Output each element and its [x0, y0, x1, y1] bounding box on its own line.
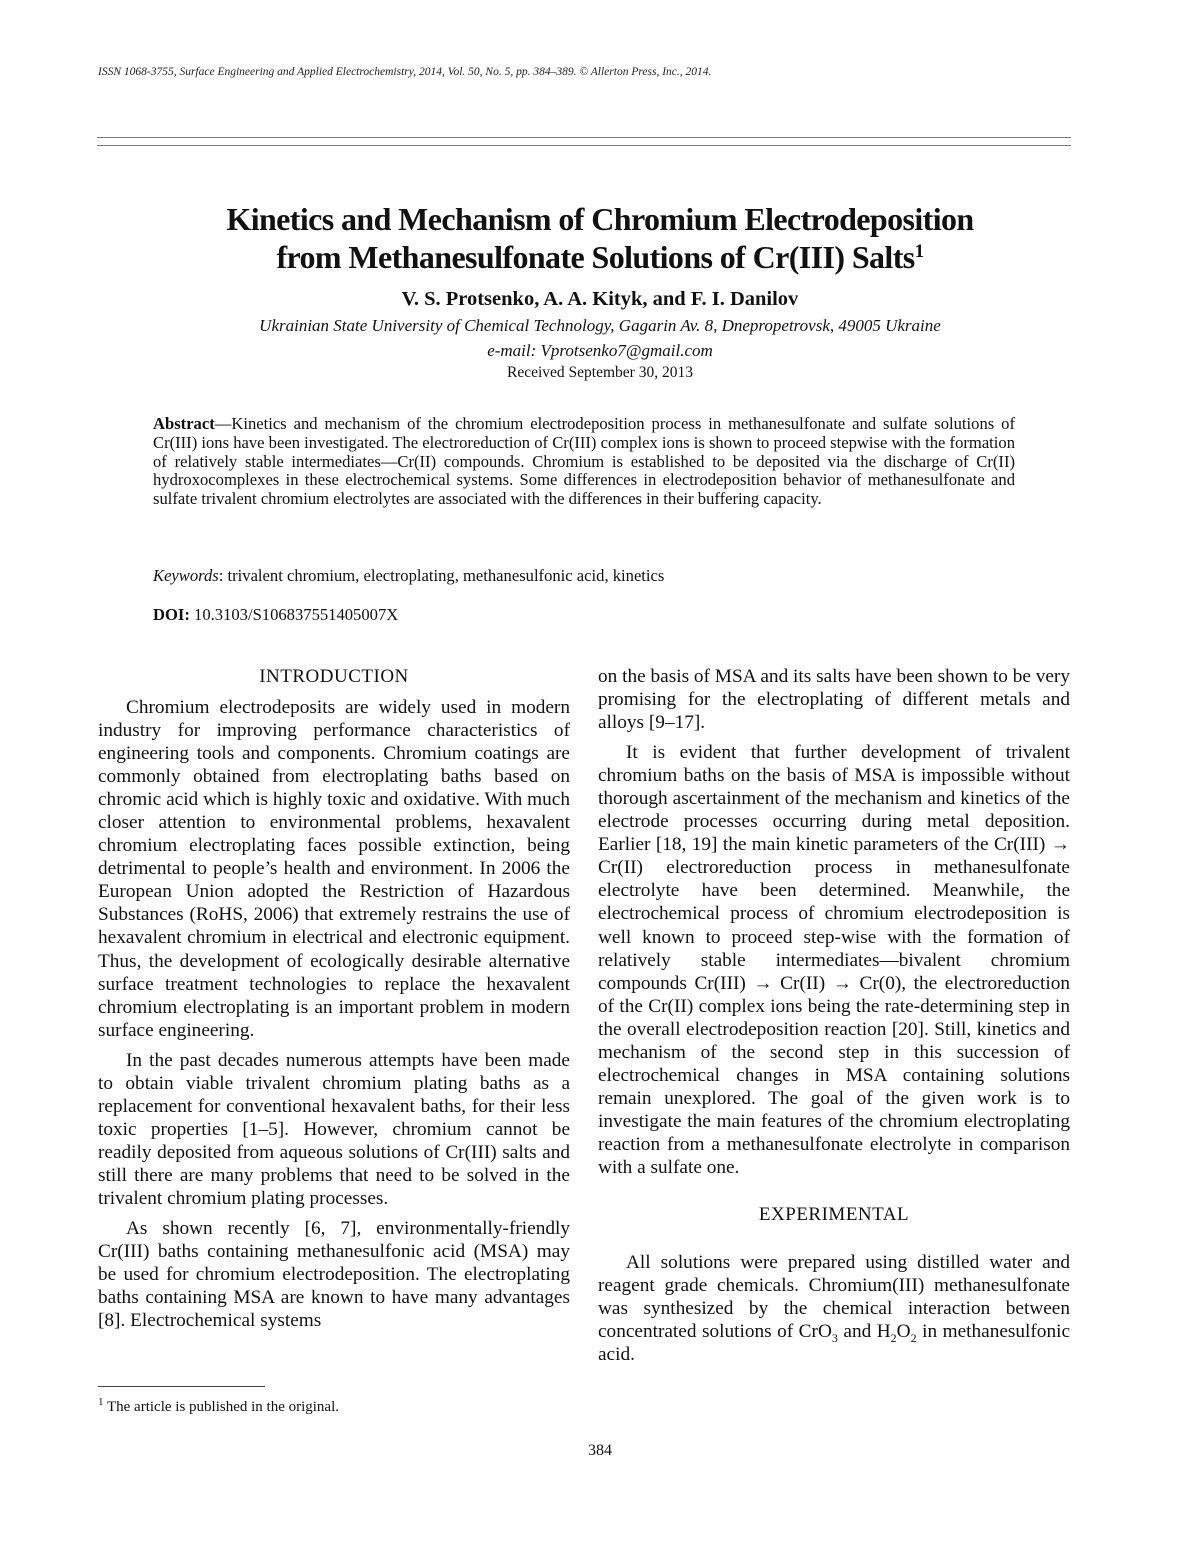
abstract-text: Kinetics and mechanism of the chromium electrodeposition process in methanesulfonate and sulfate solutions of Cr(III) ions have been investigated. The electroreduction of Cr(III) complex ions is shown to proceed stepwise with the formation of relatively stable intermediates—Cr(II) compounds. Chromium is established to be deposited via the discharge of Cr(II) hydroxocomplexes in these electrochemical systems. Some differences in electrodeposition behavior of methanesulfonate and sulfate trivalent chromium electrolytes are associated with the differences in their buffering capacity. [153, 414, 1015, 509]
keywords-text: : trivalent chromium, electroplating, methanesulfonic acid, kinetics [218, 566, 665, 585]
experimental-paragraph-1: All solutions were prepared using distilled water and reagent grade chemicals. Chromium(III) methanesulfonate was synthesized by the chemical interaction between concentrated solutions of CrO$_3$ and $H_2O_2$ in methanesulfonic acid. [598, 1252, 1071, 1366]
keywords-label: Keywords [153, 566, 219, 585]
section-heading-introduction: INTRODUCTION [259, 666, 409, 687]
footnote [98, 1392, 339, 1417]
intro-paragraph-3-continued: on the basis of MSA and its salts have been shown to be very promising for the electroplating of different metals and alloys [9–17]. [598, 666, 1070, 734]
intro-paragraph-1: Chromium electrodeposits are widely used in modern industry for improving performance characteristics of engineering tools and components. Chromium coatings are commonly obtained from electroplating baths based on chromic acid which is highly toxic and oxidative. With much closer attention to environmental problems, hexavalent chromium electroplating faces possible extinction, being detrimental to people’s health and environment. In 2006 the European Union adopted the Restriction of Hazardous Substances (RoHS, 2006) that extremely restrains the use of hexavalent chromium in electrical and electronic equipment. Thus, the development of ecologically desirable alternative surface treatment technologies to replace the hexavalent chromium electroplating is an important problem in modern surface engineering. [98, 697, 570, 1041]
title-footnote-mark: 1 [914, 241, 924, 262]
header-rule-top [97, 137, 1071, 138]
intro-paragraph-2: In the past decades numerous attempts have been made to obtain viable trivalent chromium plating baths as a replacement for conventional hexavalent baths, for their less toxic properties [1–5]. However, chromium cannot be readily deposited from aqueous solutions of Cr(III) salts and still there are many problems that need to be solved in the trivalent chromium plating processes. [98, 1049, 570, 1209]
received-date: Received September 30, 2013 [507, 364, 693, 381]
doi [153, 605, 398, 625]
abstract-label: Abstract [153, 414, 215, 433]
doi-value: 10.3103/S106837551405007X [189, 605, 399, 624]
footnote-text: The article is published in the original. [103, 1399, 340, 1415]
title-block [0, 200, 1200, 383]
keywords [153, 566, 664, 586]
footnote-mark: 1 [98, 1396, 104, 1408]
abstract [153, 415, 1015, 509]
authors: V. S. Protsenko, A. A. Kityk, and F. I. Danilov [401, 288, 799, 310]
footnote-rule [98, 1386, 265, 1387]
affiliation: Ukrainian State University of Chemical Technology, Gagarin Av. 8, Dnepropetrovsk, 49005 Ukraine [259, 316, 941, 335]
article-title [0, 200, 1200, 276]
section-heading-experimental: EXPERIMENTAL [758, 1204, 910, 1226]
header-rule-bottom [97, 145, 1071, 146]
intro-paragraph-4: It is evident that further development of trivalent chromium baths on the basis of MSA is impossible without thorough ascertainment of the mechanism and kinetics of the electrode processes occurring during metal deposition. Earlier [18, 19] the main kinetic parameters of the Cr(III) → Cr(II) electroreduction process in methanesulfonate electrolyte have been determined. Meanwhile, the electrochemical process of chromium electrodeposition is well known to proceed step-wise with the formation of relatively stable intermediates—bivalent chromium compounds Cr(III) → Cr(II) → Cr(0), the electroreduction of the Cr(II) complex ions being the rate-determining step in the overall electrodeposition reaction [20]. Still, kinetics and mechanism of the second step in this succession of electrochemical changes in MSA containing solutions remain unexplored. The goal of the given work is to investigate the main features of the chromium electroplating reaction from a methanesulfonate electrolyte in comparison with a sulfate one. [598, 742, 1070, 1178]
abstract-dash: — [214, 414, 232, 433]
article-title-line2: from Methanesulfonate Solutions of Cr(III) Salts [276, 239, 915, 275]
intro-paragraph-3: As shown recently [6, 7], environmentally-friendly Cr(III) baths containing methanesulfonic acid (MSA) may be used for chromium electrodeposition. The electroplating baths containing MSA are known to have many advantages [8]. Electrochemical systems [98, 1218, 570, 1332]
article-title-line1: Kinetics and Mechanism of Chromium Electrodeposition [226, 201, 974, 237]
email: e-mail: Vprotsenko7@gmail.com [487, 341, 713, 360]
right-column [598, 665, 1070, 1373]
doi-label: DOI: [153, 605, 190, 624]
journal-citation-header: ISSN 1068-3755, Surface Engineering and Applied Electrochemistry, 2014, Vol. 50, No. 5, pp. 384–389. © Allerton Press, Inc., 2014. [98, 66, 712, 78]
left-column [98, 665, 570, 1339]
page-number: 384 [588, 1442, 612, 1459]
